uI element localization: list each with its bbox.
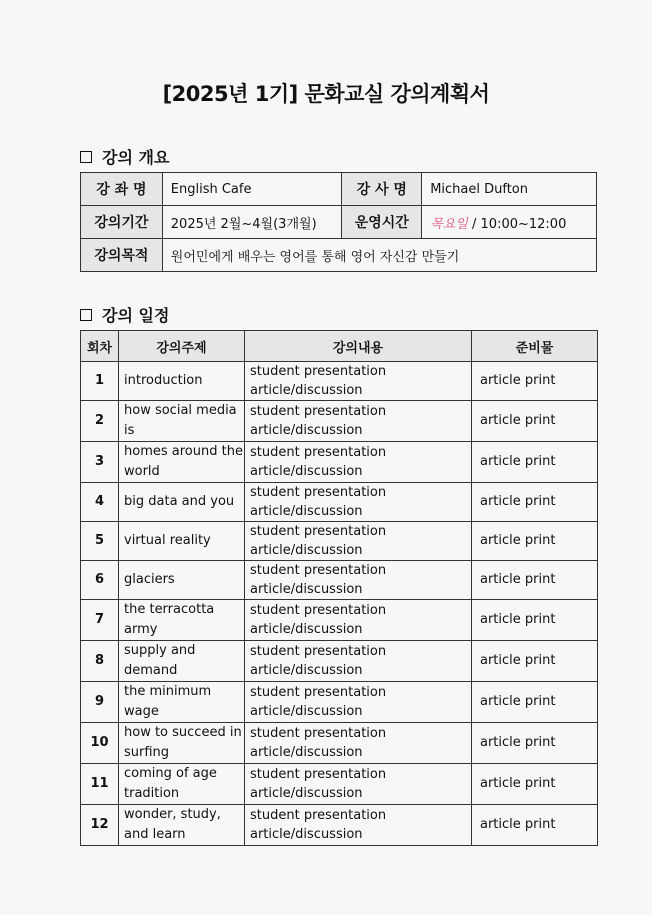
session-content bbox=[245, 442, 472, 483]
session-materials: article print bbox=[472, 522, 598, 561]
table-row bbox=[81, 442, 598, 483]
session-materials: article print bbox=[472, 442, 598, 483]
session-materials: article print bbox=[472, 805, 598, 846]
schedule-table bbox=[80, 330, 598, 846]
time-value-cell bbox=[422, 206, 597, 239]
session-number: 12 bbox=[81, 805, 119, 846]
session-content bbox=[245, 561, 472, 600]
table-row bbox=[81, 641, 598, 682]
session-content bbox=[245, 805, 472, 846]
content-line-2: article/discussion bbox=[250, 464, 363, 479]
session-materials: article print bbox=[472, 600, 598, 641]
content-line-1: student presentation bbox=[250, 808, 387, 823]
checkbox-square-icon bbox=[80, 309, 92, 321]
section-heading-overview bbox=[80, 145, 169, 168]
section-heading-label: 강의 개요 bbox=[102, 148, 170, 167]
session-topic: virtual reality bbox=[119, 522, 245, 561]
session-topic: big data and you bbox=[119, 483, 245, 522]
session-number: 8 bbox=[81, 641, 119, 682]
purpose-label: 강의목적 bbox=[81, 239, 163, 272]
session-number: 3 bbox=[81, 442, 119, 483]
session-topic: how social media is bbox=[119, 401, 245, 442]
table-row bbox=[81, 600, 598, 641]
course-label: 강 좌 명 bbox=[81, 173, 163, 206]
purpose-value: 원어민에게 배우는 영어를 통해 영어 자신감 만들기 bbox=[162, 239, 596, 272]
header-materials: 준비물 bbox=[472, 331, 598, 362]
checkbox-square-icon bbox=[80, 151, 92, 163]
section-heading-schedule bbox=[80, 303, 169, 326]
session-content bbox=[245, 483, 472, 522]
session-materials: article print bbox=[472, 483, 598, 522]
content-line-2: article/discussion bbox=[250, 745, 363, 760]
content-line-2: article/discussion bbox=[250, 543, 363, 558]
session-content bbox=[245, 682, 472, 723]
session-number: 10 bbox=[81, 723, 119, 764]
session-topic: coming of age tradition bbox=[119, 764, 245, 805]
page-title: [2025년 1기] 문화교실 강의계획서 bbox=[162, 82, 490, 106]
session-number: 4 bbox=[81, 483, 119, 522]
session-content bbox=[245, 600, 472, 641]
time-day-handwritten: 목요일 bbox=[430, 216, 468, 232]
content-line-1: student presentation bbox=[250, 364, 387, 379]
session-topic: the minimum wage bbox=[119, 682, 245, 723]
time-value: 10:00~12:00 bbox=[480, 216, 567, 232]
session-content bbox=[245, 723, 472, 764]
content-line-1: student presentation bbox=[250, 767, 387, 782]
session-materials: article print bbox=[472, 561, 598, 600]
content-line-2: article/discussion bbox=[250, 423, 363, 438]
session-materials: article print bbox=[472, 362, 598, 401]
session-number: 11 bbox=[81, 764, 119, 805]
session-number: 9 bbox=[81, 682, 119, 723]
overview-row-period bbox=[81, 206, 597, 239]
instructor-label: 강 사 명 bbox=[342, 173, 422, 206]
session-content bbox=[245, 362, 472, 401]
session-topic: wonder, study, and learn bbox=[119, 805, 245, 846]
session-number: 5 bbox=[81, 522, 119, 561]
content-line-1: student presentation bbox=[250, 726, 387, 741]
session-content bbox=[245, 401, 472, 442]
overview-row-purpose bbox=[81, 239, 597, 272]
table-row bbox=[81, 362, 598, 401]
content-line-1: student presentation bbox=[250, 404, 387, 419]
session-content bbox=[245, 764, 472, 805]
content-line-2: article/discussion bbox=[250, 582, 363, 597]
content-line-1: student presentation bbox=[250, 644, 387, 659]
content-line-2: article/discussion bbox=[250, 827, 363, 842]
content-line-2: article/discussion bbox=[250, 704, 363, 719]
table-row bbox=[81, 483, 598, 522]
table-row bbox=[81, 764, 598, 805]
content-line-1: student presentation bbox=[250, 603, 387, 618]
session-materials: article print bbox=[472, 723, 598, 764]
session-topic: supply and demand bbox=[119, 641, 245, 682]
schedule-header-row bbox=[81, 331, 598, 362]
session-number: 1 bbox=[81, 362, 119, 401]
period-label: 강의기간 bbox=[81, 206, 163, 239]
course-value: English Cafe bbox=[162, 173, 342, 206]
session-topic: glaciers bbox=[119, 561, 245, 600]
table-row bbox=[81, 723, 598, 764]
session-materials: article print bbox=[472, 641, 598, 682]
table-row bbox=[81, 561, 598, 600]
time-label: 운영시간 bbox=[342, 206, 422, 239]
content-line-2: article/discussion bbox=[250, 663, 363, 678]
session-materials: article print bbox=[472, 764, 598, 805]
content-line-2: article/discussion bbox=[250, 786, 363, 801]
table-row bbox=[81, 522, 598, 561]
table-row bbox=[81, 805, 598, 846]
session-content bbox=[245, 641, 472, 682]
content-line-1: student presentation bbox=[250, 524, 387, 539]
session-number: 7 bbox=[81, 600, 119, 641]
content-line-2: article/discussion bbox=[250, 504, 363, 519]
session-topic: introduction bbox=[119, 362, 245, 401]
session-topic: how to succeed in surfing bbox=[119, 723, 245, 764]
content-line-2: article/discussion bbox=[250, 383, 363, 398]
header-topic: 강의주제 bbox=[119, 331, 245, 362]
header-session: 회차 bbox=[81, 331, 119, 362]
content-line-1: student presentation bbox=[250, 563, 387, 578]
session-content bbox=[245, 522, 472, 561]
table-row bbox=[81, 682, 598, 723]
session-topic: homes around the world bbox=[119, 442, 245, 483]
session-number: 6 bbox=[81, 561, 119, 600]
overview-row-course bbox=[81, 173, 597, 206]
instructor-value: Michael Dufton bbox=[422, 173, 597, 206]
session-topic: the terracotta army bbox=[119, 600, 245, 641]
content-line-1: student presentation bbox=[250, 685, 387, 700]
session-number: 2 bbox=[81, 401, 119, 442]
time-separator: / bbox=[467, 216, 481, 232]
session-materials: article print bbox=[472, 682, 598, 723]
period-value: 2025년 2월~4월(3개월) bbox=[162, 206, 342, 239]
content-line-1: student presentation bbox=[250, 445, 387, 460]
content-line-2: article/discussion bbox=[250, 622, 363, 637]
session-materials: article print bbox=[472, 401, 598, 442]
content-line-1: student presentation bbox=[250, 485, 387, 500]
header-content: 강의내용 bbox=[245, 331, 472, 362]
table-row bbox=[81, 401, 598, 442]
section-heading-label: 강의 일정 bbox=[102, 306, 170, 325]
overview-table bbox=[80, 172, 597, 272]
